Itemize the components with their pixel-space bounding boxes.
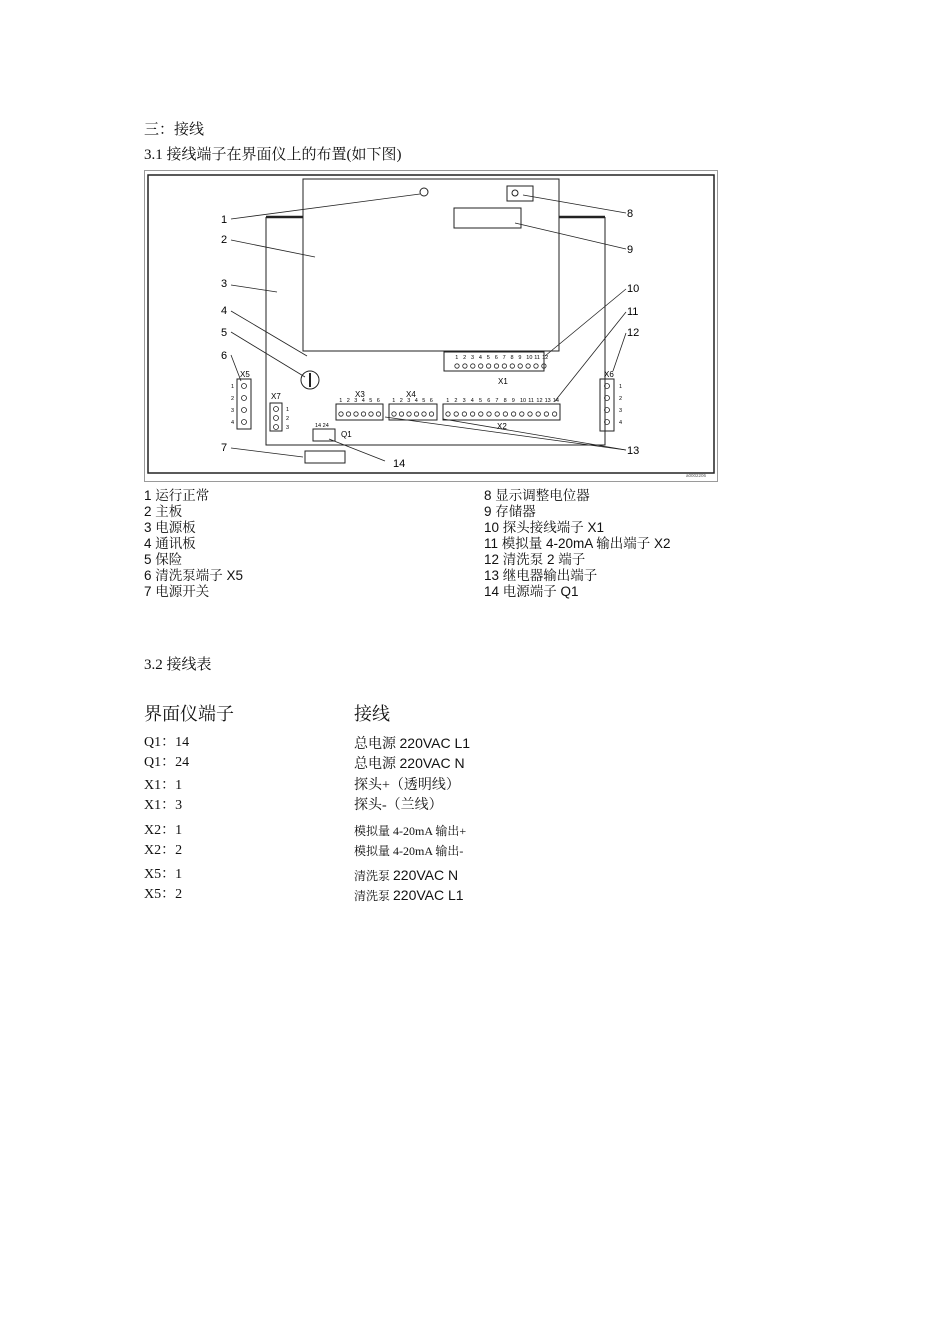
table-cell-wiring <box>354 842 463 860</box>
wiring-description: 清洗泵 <box>354 889 394 903</box>
wiring-description: 探头-（兰线） <box>354 798 443 813</box>
x2-terminal <box>470 412 474 416</box>
terminal-layout-diagram <box>145 171 717 481</box>
x2-pin-number: 10 <box>520 398 527 404</box>
x7-pin-number: 1 <box>286 407 290 413</box>
q1-label: Q1 <box>341 430 352 439</box>
callout-5: 5 <box>221 327 228 339</box>
table-cell-terminal: Q1：24 <box>144 755 190 770</box>
subsection-heading-layout: 3.1 接线端子在界面仪上的布置(如下图) <box>144 147 402 163</box>
x1-terminal <box>463 364 467 368</box>
x2-terminal <box>520 412 524 416</box>
x1-pin-number: 11 <box>534 355 540 361</box>
x4-pin-number: 3 <box>407 398 411 404</box>
x5-terminal <box>242 384 247 389</box>
x4-pin-number: 4 <box>414 398 418 404</box>
subsection-heading-table: 3.2 接线表 <box>144 657 212 673</box>
x2-pin-number: 3 <box>462 398 466 404</box>
x2-terminal <box>454 412 458 416</box>
q1-pin-labels: 14 24 <box>315 423 329 429</box>
x1-pin-number: 10 <box>526 355 533 361</box>
x6-pin-number: 1 <box>619 384 623 390</box>
x3-terminal <box>346 412 350 416</box>
x1-terminal <box>494 364 498 368</box>
x2-pin-number: 12 <box>536 398 543 404</box>
x3-terminal <box>376 412 380 416</box>
x2-pin-number: 6 <box>487 398 491 404</box>
x2-pin-number: 4 <box>470 398 474 404</box>
x3-terminals <box>339 398 381 416</box>
x6-terminals <box>605 384 623 427</box>
x4-terminal <box>399 412 403 416</box>
x2-terminal <box>479 412 483 416</box>
x4-pin-number: 2 <box>399 398 403 404</box>
x2-terminal <box>487 412 491 416</box>
x2-pin-number: 9 <box>511 398 515 404</box>
terminal-layout-figure <box>144 170 718 482</box>
x3-pin-number: 4 <box>361 398 365 404</box>
x2-pin-number: 7 <box>495 398 499 404</box>
x1-pin-number: 5 <box>486 355 490 361</box>
x5-terminal <box>242 408 247 413</box>
table-cell-terminal: X1：3 <box>144 798 183 813</box>
x1-pin-number: 9 <box>518 355 522 361</box>
x1-pin-number: 2 <box>463 355 467 361</box>
x7-pin-number: 2 <box>286 416 290 422</box>
table-cell-wiring <box>354 866 458 886</box>
x5-pin-number: 1 <box>231 384 235 390</box>
x4-pin-number: 6 <box>429 398 433 404</box>
callout-2: 2 <box>221 234 228 246</box>
legend-item: 7 电源开关 <box>144 584 210 599</box>
x2-pin-number: 1 <box>446 398 450 404</box>
x1-terminal <box>526 364 530 368</box>
x1-pin-number: 12 <box>542 355 549 361</box>
x5-label: X5 <box>240 370 250 379</box>
x2-terminal <box>503 412 507 416</box>
x6-pin-number: 4 <box>619 420 623 426</box>
table-cell-terminal: X5：1 <box>144 867 183 882</box>
x2-terminal <box>511 412 515 416</box>
table-cell-wiring <box>354 734 470 754</box>
x2-pin-number: 14 <box>552 398 559 404</box>
x4-terminal <box>429 412 433 416</box>
callout-1: 1 <box>221 214 228 226</box>
x4-terminal <box>407 412 411 416</box>
x6-pin-number: 3 <box>619 408 623 414</box>
x1-pin-number: 8 <box>510 355 514 361</box>
x6-label: X6 <box>604 370 614 379</box>
callout-14: 14 <box>393 458 406 470</box>
x1-terminal <box>486 364 490 368</box>
table-cell-terminal: X2：1 <box>144 823 183 838</box>
x2-terminal <box>536 412 540 416</box>
callout-10: 10 <box>627 283 640 295</box>
table-cell-terminal: X2：2 <box>144 843 183 858</box>
legend-item: 12 清洗泵 2 端子 <box>484 552 586 567</box>
x5-terminals <box>231 384 247 427</box>
wiring-description: 探头+（透明线） <box>354 778 460 793</box>
legend-item: 3 电源板 <box>144 520 196 535</box>
x5-terminal <box>242 420 247 425</box>
x2-label: X2 <box>497 422 507 431</box>
x3-terminal <box>339 412 343 416</box>
x2-pin-number: 8 <box>503 398 507 404</box>
x7-pin-number: 3 <box>286 425 290 431</box>
legend-item: 9 存储器 <box>484 504 536 519</box>
callout-9: 9 <box>627 244 634 256</box>
callout-4: 4 <box>221 305 228 317</box>
table-header-wiring: 接线 <box>354 704 390 724</box>
callout-11: 11 <box>627 306 639 318</box>
x2-pin-number: 13 <box>544 398 551 404</box>
x1-terminal <box>510 364 514 368</box>
legend-item: 8 显示调整电位器 <box>484 488 590 503</box>
x1-label: X1 <box>498 377 508 386</box>
x7-terminal <box>274 407 279 412</box>
legend-item: 2 主板 <box>144 504 183 519</box>
wiring-description: 总电源 <box>354 757 400 772</box>
table-cell-wiring <box>354 797 443 815</box>
x4-terminals <box>392 398 434 416</box>
x5-pin-number: 3 <box>231 408 235 414</box>
legend-item: 5 保险 <box>144 552 183 567</box>
wiring-description: 模拟量 4-20mA 输出+ <box>354 824 467 838</box>
callout-7: 7 <box>221 442 228 454</box>
table-cell-terminal: Q1：14 <box>144 735 190 750</box>
x3-pin-number: 2 <box>346 398 350 404</box>
x1-pin-number: 1 <box>455 355 459 361</box>
x1-pin-number: 6 <box>494 355 498 361</box>
callout-3: 3 <box>221 278 228 290</box>
legend-item: 13 继电器输出端子 <box>484 568 598 583</box>
callout-13: 13 <box>627 445 640 457</box>
table-cell-wiring <box>354 777 460 795</box>
x1-pin-number: 3 <box>471 355 475 361</box>
legend-item: 4 通讯板 <box>144 536 196 551</box>
x3-pin-number: 5 <box>369 398 373 404</box>
x4-pin-number: 5 <box>422 398 426 404</box>
x3-pin-number: 1 <box>339 398 343 404</box>
legend-item: 1 运行正常 <box>144 488 210 503</box>
x1-terminal <box>471 364 475 368</box>
legend-item: 11 模拟量 4-20mA 输出端子 X2 <box>484 536 671 551</box>
legend-right <box>484 488 671 600</box>
x2-terminal <box>544 412 548 416</box>
x4-label: X4 <box>406 390 416 399</box>
x2-terminals <box>446 398 559 416</box>
x1-terminal <box>455 364 459 368</box>
legend-item: 6 清洗泵端子 X5 <box>144 568 244 583</box>
x7-terminals <box>274 407 290 432</box>
x4-terminal <box>392 412 396 416</box>
figure-code: a0002206 <box>686 473 707 478</box>
x2-terminal <box>528 412 532 416</box>
x4-terminal <box>414 412 418 416</box>
x6-pin-number: 2 <box>619 396 623 402</box>
x3-terminal <box>369 412 373 416</box>
callout-12: 12 <box>627 327 640 339</box>
x2-terminal <box>552 412 556 416</box>
x5-pin-number: 4 <box>231 420 235 426</box>
x1-terminal <box>502 364 506 368</box>
table-cell-terminal: X1：1 <box>144 778 183 793</box>
x5-terminal <box>242 396 247 401</box>
callout-6: 6 <box>221 350 228 362</box>
wiring-voltage: 220VAC L1 <box>399 735 471 751</box>
x1-terminal <box>534 364 538 368</box>
legend-item: 10 探头接线端子 X1 <box>484 520 605 535</box>
table-cell-wiring <box>354 822 466 840</box>
x3-pin-number: 3 <box>354 398 358 404</box>
x4-pin-number: 1 <box>392 398 396 404</box>
legend-left <box>144 488 243 600</box>
x2-pin-number: 5 <box>479 398 483 404</box>
x5-pin-number: 2 <box>231 396 235 402</box>
x3-label: X3 <box>355 390 365 399</box>
section-heading: 三：接线 <box>144 122 205 138</box>
x2-terminal <box>462 412 466 416</box>
x3-terminal <box>361 412 365 416</box>
x1-terminal <box>479 364 483 368</box>
table-cell-terminal: X5：2 <box>144 887 183 902</box>
x2-terminal <box>495 412 499 416</box>
x2-pin-number: 2 <box>454 398 458 404</box>
table-header-terminal: 界面仪端子 <box>144 704 234 724</box>
x2-pin-number: 11 <box>528 398 534 404</box>
x3-pin-number: 6 <box>376 398 380 404</box>
wiring-voltage: 220VAC N <box>399 755 465 771</box>
wiring-description: 总电源 <box>354 737 400 752</box>
wiring-voltage: 220VAC N <box>393 867 459 883</box>
x7-terminal <box>274 416 279 421</box>
x7-label: X7 <box>271 392 281 401</box>
x7-terminal <box>274 425 279 430</box>
table-cell-wiring <box>354 886 464 906</box>
legend-item: 14 电源端子 Q1 <box>484 584 579 599</box>
x2-terminal <box>446 412 450 416</box>
wiring-description: 模拟量 4-20mA 输出- <box>354 844 464 858</box>
table-cell-wiring <box>354 754 465 774</box>
wiring-voltage: 220VAC L1 <box>393 887 464 903</box>
x1-pin-number: 7 <box>502 355 506 361</box>
x4-terminal <box>422 412 426 416</box>
wiring-description: 清洗泵 <box>354 869 394 883</box>
x1-pin-number: 4 <box>478 355 482 361</box>
x3-terminal <box>354 412 358 416</box>
callout-8: 8 <box>627 208 634 220</box>
x1-terminal <box>518 364 522 368</box>
